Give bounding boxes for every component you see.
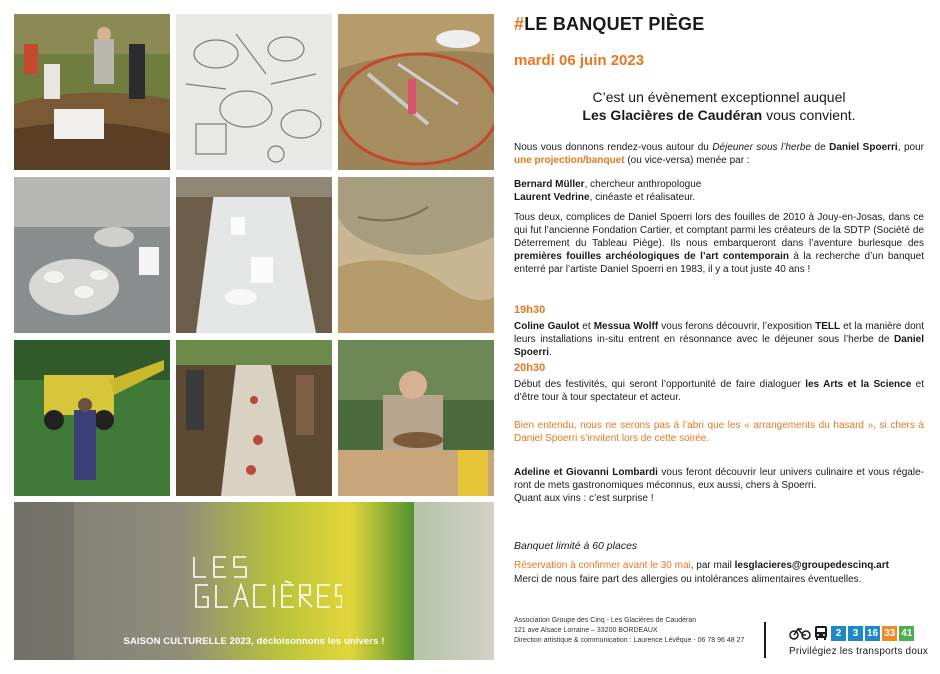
event-title	[514, 14, 924, 35]
text: et	[579, 321, 594, 332]
text: , pour	[897, 142, 924, 153]
projection-highlight: une projection/banquet	[514, 155, 625, 166]
booking-email-link[interactable]: lesglacieres@groupedescinq.art	[734, 560, 889, 571]
paragraph-history	[514, 211, 924, 276]
artist-name: Daniel Spoerri	[829, 142, 898, 153]
speaker-item	[514, 191, 924, 204]
footer-divider	[764, 622, 766, 658]
speaker-name: Bernard Müller	[514, 179, 585, 190]
session-1930-text	[514, 320, 924, 359]
session-2030-text	[514, 378, 924, 404]
text: vous ferons découvrir, l’exposition	[658, 321, 816, 332]
wine-note: Quant aux vins : c’est surprise !	[514, 493, 654, 504]
text: et la manière dont leurs installations in-situ entrent en résonnance avec le déjeuner sous l’herbe de	[514, 321, 924, 345]
transport-icons	[789, 625, 914, 641]
paragraph-rendezvous	[514, 141, 924, 167]
text-bold: premières fouilles archéologiques de l’art contemporain	[514, 251, 789, 262]
speaker-item	[514, 178, 924, 191]
event-date: mardi 06 juin 2023	[514, 52, 645, 69]
season-slogan: SAISON CULTURELLE 2023, décloisonnons les univers !	[123, 636, 385, 647]
speaker-role: , cinéaste et réalisateur.	[589, 192, 696, 203]
artist-name: Daniel Spoerri	[514, 334, 924, 358]
allergies-note: Merci de nous faire part des allergies ou intolérances alimentaires éventuelles.	[514, 574, 862, 585]
banquet-limit: Banquet limité à 60 places	[514, 540, 638, 552]
photo-tablecloth	[338, 177, 494, 333]
text: Tous deux, complices de Daniel Spoerri lors des fouilles de 2010 à Jouy-en-Josas, dans ce qui fut l’ancienne Fondation Cartier, et comptant parmi les créateurs de la SDTP (Société de Déterrement du Tableau Piège). Ils nous embarqueront dans l’aventure burlesque des	[514, 212, 924, 249]
artwork-title: Déjeuner sous l’herbe	[712, 142, 812, 153]
glacieres-banner	[14, 502, 494, 660]
photo-plaster-plates	[14, 177, 170, 333]
glacieres-logo	[192, 552, 342, 612]
text: vous feront découvrir leur univers culinaire et vous régaleront de mets gastronomiques méconnus, eux aussi, chers à Spoerri.	[514, 467, 924, 491]
booking-info	[514, 559, 924, 587]
booking-deadline: Réservation à confirmer avant le 30 mai	[514, 560, 691, 571]
bus-line-2: 2	[831, 626, 846, 641]
bus-line-16: 16	[867, 627, 879, 639]
exhibition-name: TELL	[815, 321, 841, 332]
photo-table-sketch	[176, 14, 332, 170]
title-hash: #	[514, 14, 525, 34]
text: Début des festivités, qui seront l’opportunité de faire dialoguer	[514, 379, 806, 390]
transport-label: Privilégiez les transports doux	[789, 646, 929, 657]
chefs-paragraph	[514, 466, 924, 505]
venue-name: Les Glacières de Caudéran	[582, 107, 763, 123]
text: Nous vous donnons rendez-vous autour du	[514, 142, 713, 153]
text: de	[811, 142, 830, 153]
artist-name: Messua Wolff	[593, 321, 659, 332]
bus-line-33: 33	[884, 627, 896, 639]
footer-line: 121 ave Alsace Lorraine – 33200 BORDEAUX	[514, 627, 658, 634]
speakers-list	[514, 178, 924, 204]
text: .	[549, 347, 552, 358]
text: et d’être tour à tour spectateur et acteur.	[514, 379, 924, 403]
bicycle-icon	[789, 626, 811, 640]
bus-icon	[813, 625, 829, 641]
hasard-note: Bien entendu, nous ne serons pas à l’abri que les « arrangements du hasard », si chers à Daniel Spoerri s’invitent lors de cette soirée.	[514, 420, 924, 444]
chef-names: Adeline et Giovanni Lombardi	[514, 467, 658, 478]
bus-line-41: 41	[901, 627, 913, 639]
text-bold: les Arts et la Science	[805, 379, 912, 390]
photo-diner-man	[338, 340, 494, 496]
session-time-1930: 19h30	[514, 304, 546, 316]
speaker-name: Laurent Vedrine	[514, 192, 590, 203]
bus-line-3: 3	[848, 626, 863, 641]
text: (ou vice-versa) menée par :	[624, 155, 750, 166]
footer-line: Association Groupe des Cinq - Les Glacières de Caudéran	[514, 617, 697, 624]
photo-white-trench	[176, 177, 332, 333]
artist-name: Coline Gaulot	[514, 321, 580, 332]
speaker-role: , chercheur anthropologue	[584, 179, 702, 190]
text: à la recherche d’un banquet enterré par l’artiste Daniel Spoerri en 1983, il y a tout juste 40 ans !	[514, 251, 924, 275]
session-time-2030: 20h30	[514, 362, 546, 374]
footer-address	[514, 616, 744, 646]
text: , par mail	[690, 560, 735, 571]
photo-excavator	[14, 340, 170, 496]
footer-line: Direction artistique & communication : Laurence Lévêque - 06 78 96 48 27	[514, 637, 745, 644]
photo-buried-cutlery	[338, 14, 494, 170]
photo-trench-table	[176, 340, 332, 496]
intro-line2: vous convient.	[762, 107, 856, 123]
intro	[514, 88, 924, 124]
photo-excavation-crowd	[14, 14, 170, 170]
title-text: LE BANQUET PIÈGE	[524, 14, 705, 34]
intro-line1: C’est un évènement exceptionnel auquel	[592, 89, 846, 105]
